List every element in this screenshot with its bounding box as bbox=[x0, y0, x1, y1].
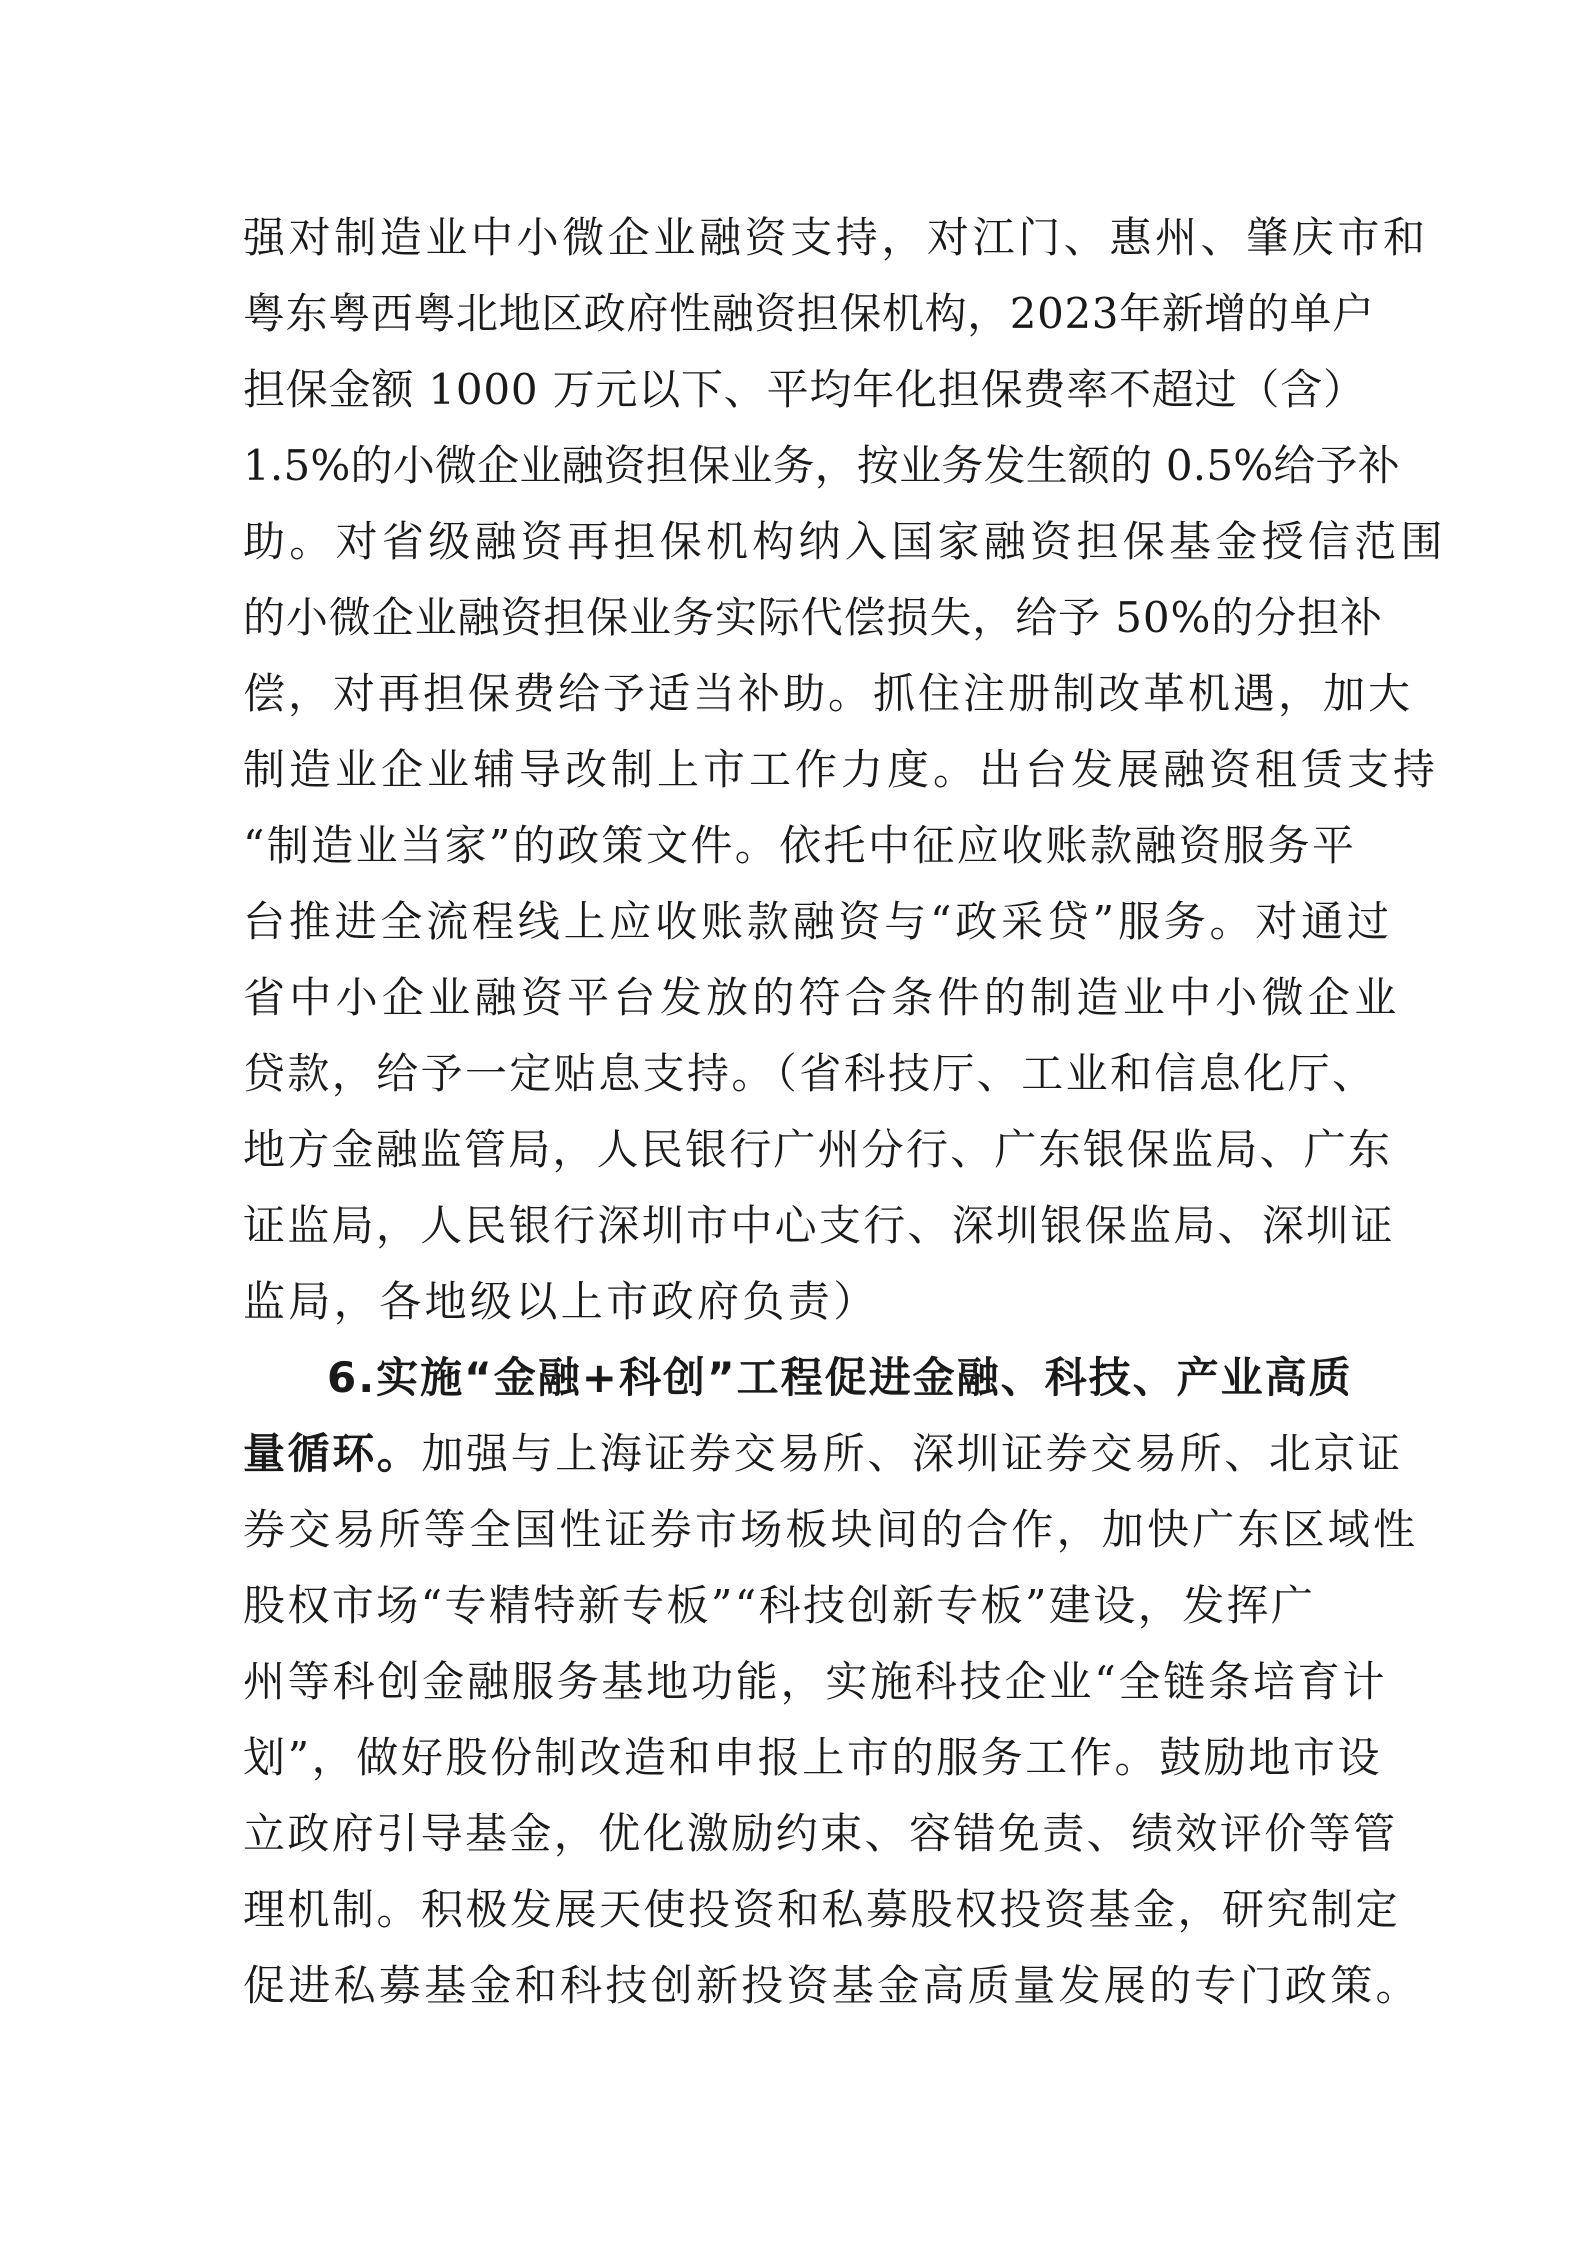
body-text-line: 证监局，人民银行深圳市中心支行、深圳银保监局、深圳证 bbox=[243, 1201, 1395, 1250]
body-text-line: 偿，对再担保费给予适当补助。抓住注册制改革机遇，加大 bbox=[243, 669, 1414, 718]
body-text-line: 担保金额 1000 万元以下、平均年化担保费率不超过（含） bbox=[243, 365, 1366, 414]
body-text-line: “制造业当家”的政策文件。依托中征应收账款融资服务平 bbox=[243, 821, 1357, 870]
body-text-line: 制造业企业辅导改制上市工作力度。出台发展融资租赁支持 bbox=[243, 745, 1440, 794]
body-text-line: 股权市场“专精特新专板”“科技创新专板”建设，发挥广 bbox=[243, 1581, 1316, 1630]
body-text-line: 券交易所等全国性证券市场板块间的合作，加快广东区域性 bbox=[243, 1505, 1419, 1554]
body-text-line: 台推进全流程线上应收账款融资与“政采贷”服务。对通过 bbox=[243, 897, 1393, 946]
section-6-heading-end: 量循环。 bbox=[243, 1429, 422, 1478]
body-text-line: 1.5%的小微企业融资担保业务，按业务发生额的 0.5%给予补 bbox=[243, 441, 1400, 490]
body-text-line: 省中小企业融资平台发放的符合条件的制造业中小微企业 bbox=[243, 973, 1401, 1022]
body-text-line: 立政府引导基金，优化激励约束、容错免责、绩效评价等管 bbox=[243, 1809, 1398, 1858]
section-6-heading: 6.实施“金融+科创”工程促进金融、科技、产业高质 bbox=[327, 1353, 1353, 1402]
document-page bbox=[243, 200, 1447, 2024]
section-6-body-start: 加强与上海证券交易所、深圳证券交易所、北京证 bbox=[421, 1429, 1403, 1478]
body-text-line: 监局，各地级以上市政府负责） bbox=[243, 1277, 879, 1326]
body-text-line: 的小微企业融资担保业务实际代偿损失，给予 50%的分担补 bbox=[243, 593, 1383, 642]
body-text-line: 促进私募基金和科技创新投资基金高质量发展的专门政策。 bbox=[243, 1961, 1421, 2010]
section-6-line bbox=[243, 1416, 1403, 1492]
body-text-line: 贷款，给予一定贴息支持。（省科技厅、工业和信息化厅、 bbox=[243, 1049, 1377, 1098]
body-text-line: 助。对省级融资再担保机构纳入国家融资担保基金授信范围 bbox=[243, 517, 1447, 566]
body-text-line: 强对制造业中小微企业融资支持，对江门、惠州、肇庆市和 bbox=[243, 213, 1429, 262]
body-text-line: 粤东粤西粤北地区政府性融资担保机构，2023年新增的单户 bbox=[243, 289, 1375, 338]
body-text-line: 理机制。积极发展天使投资和私募股权投资基金，研究制定 bbox=[243, 1885, 1401, 1934]
body-text-line: 地方金融监管局，人民银行广州分行、广东银保监局、广东 bbox=[243, 1125, 1393, 1174]
body-text-line: 划”，做好股份制改造和申报上市的服务工作。鼓励地市设 bbox=[243, 1733, 1383, 1782]
body-text-line: 州等科创金融服务基地功能，实施科技企业“全链条培育计 bbox=[243, 1657, 1388, 1706]
